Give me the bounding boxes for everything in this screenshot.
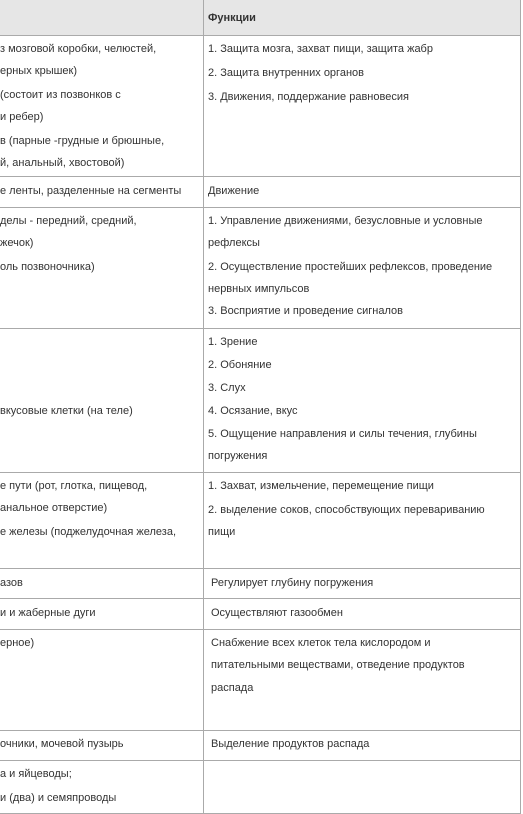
row-divider [0, 730, 521, 731]
function-cell-line: распада [211, 682, 254, 694]
function-cell-line: 1. Захват, измельчение, перемещение пищи [208, 480, 434, 492]
function-cell-line: пищи [208, 526, 236, 538]
organ-cell-line: и (два) и семяпроводы [0, 792, 117, 804]
row-divider [0, 207, 521, 208]
organ-cell-line: очники, мочевой пузырь [0, 738, 124, 750]
row-divider [0, 629, 521, 630]
function-cell-line: 2. Осуществление простейших рефлексов, проведение [208, 261, 493, 273]
function-cell-line: Регулирует глубину погружения [211, 577, 374, 589]
function-cell-line: 2. Защита внутренних органов [208, 67, 364, 79]
organ-cell-line: в (парные -грудные и брюшные, [0, 135, 165, 147]
header-functions: Функции [208, 12, 256, 24]
function-cell-line: 3. Восприятие и проведение сигналов [208, 305, 403, 317]
function-cell-line: Осуществляют газообмен [211, 607, 343, 619]
function-cell-line: 2. Обоняние [208, 359, 272, 371]
organ-cell-line: оль позвоночника) [0, 261, 95, 273]
organ-cell-line: а и яйцеводы; [0, 768, 72, 780]
table-header [0, 0, 521, 36]
row-divider [0, 328, 521, 329]
organ-cell-line: ерных крышек) [0, 65, 78, 77]
organ-cell-line: е пути (рот, глотка, пищевод, [0, 480, 148, 492]
organ-cell-line: жечок) [0, 237, 34, 249]
function-cell-line: Движение [208, 185, 260, 197]
organ-cell-line: анальное отверстие) [0, 502, 108, 514]
organ-cell-line: й, анальный, хвостовой) [0, 157, 125, 169]
organ-cell-line: е ленты, разделенные на сегменты [0, 185, 182, 197]
function-cell-line: питательными веществами, отведение продуктов [211, 659, 465, 671]
organ-cell-line: и ребер) [0, 111, 44, 123]
function-cell-line: 1. Защита мозга, захват пищи, защита жабр [208, 43, 433, 55]
row-divider [0, 760, 521, 761]
organ-cell-line: и и жаберные дуги [0, 607, 96, 619]
row-divider [0, 598, 521, 599]
function-cell-line: 4. Осязание, вкус [208, 405, 298, 417]
organ-cell-line: азов [0, 577, 23, 589]
organ-cell-line: вкусовые клетки (на теле) [0, 405, 133, 417]
function-cell-line: 2. выделение соков, способствующих перевариванию [208, 504, 485, 516]
organ-cell-line: з мозговой коробки, челюстей, [0, 43, 157, 55]
function-cell-line: 3. Слух [208, 382, 246, 394]
organ-cell-line: (состоит из позвонков с [0, 89, 121, 101]
organ-cell-line: делы - передний, средний, [0, 215, 137, 227]
function-cell-line: Снабжение всех клеток тела кислородом и [211, 637, 431, 649]
function-cell-line: Выделение продуктов распада [211, 738, 370, 750]
column-divider [203, 0, 204, 814]
function-cell-line: рефлексы [208, 237, 260, 249]
function-cell-line: 1. Управление движениями, безусловные и условные [208, 215, 483, 227]
function-cell-line: 1. Зрение [208, 336, 258, 348]
row-divider [0, 472, 521, 473]
organ-cell-line: ерное) [0, 637, 35, 649]
organ-cell-line: е железы (поджелудочная железа, [0, 526, 177, 538]
row-divider [0, 176, 521, 177]
function-cell-line: 3. Движения, поддержание равновесия [208, 91, 409, 103]
function-cell-line: погружения [208, 450, 268, 462]
function-cell-line: 5. Ощущение направления и силы течения, глубины [208, 428, 477, 440]
row-divider [0, 568, 521, 569]
function-cell-line: нервных импульсов [208, 283, 310, 295]
